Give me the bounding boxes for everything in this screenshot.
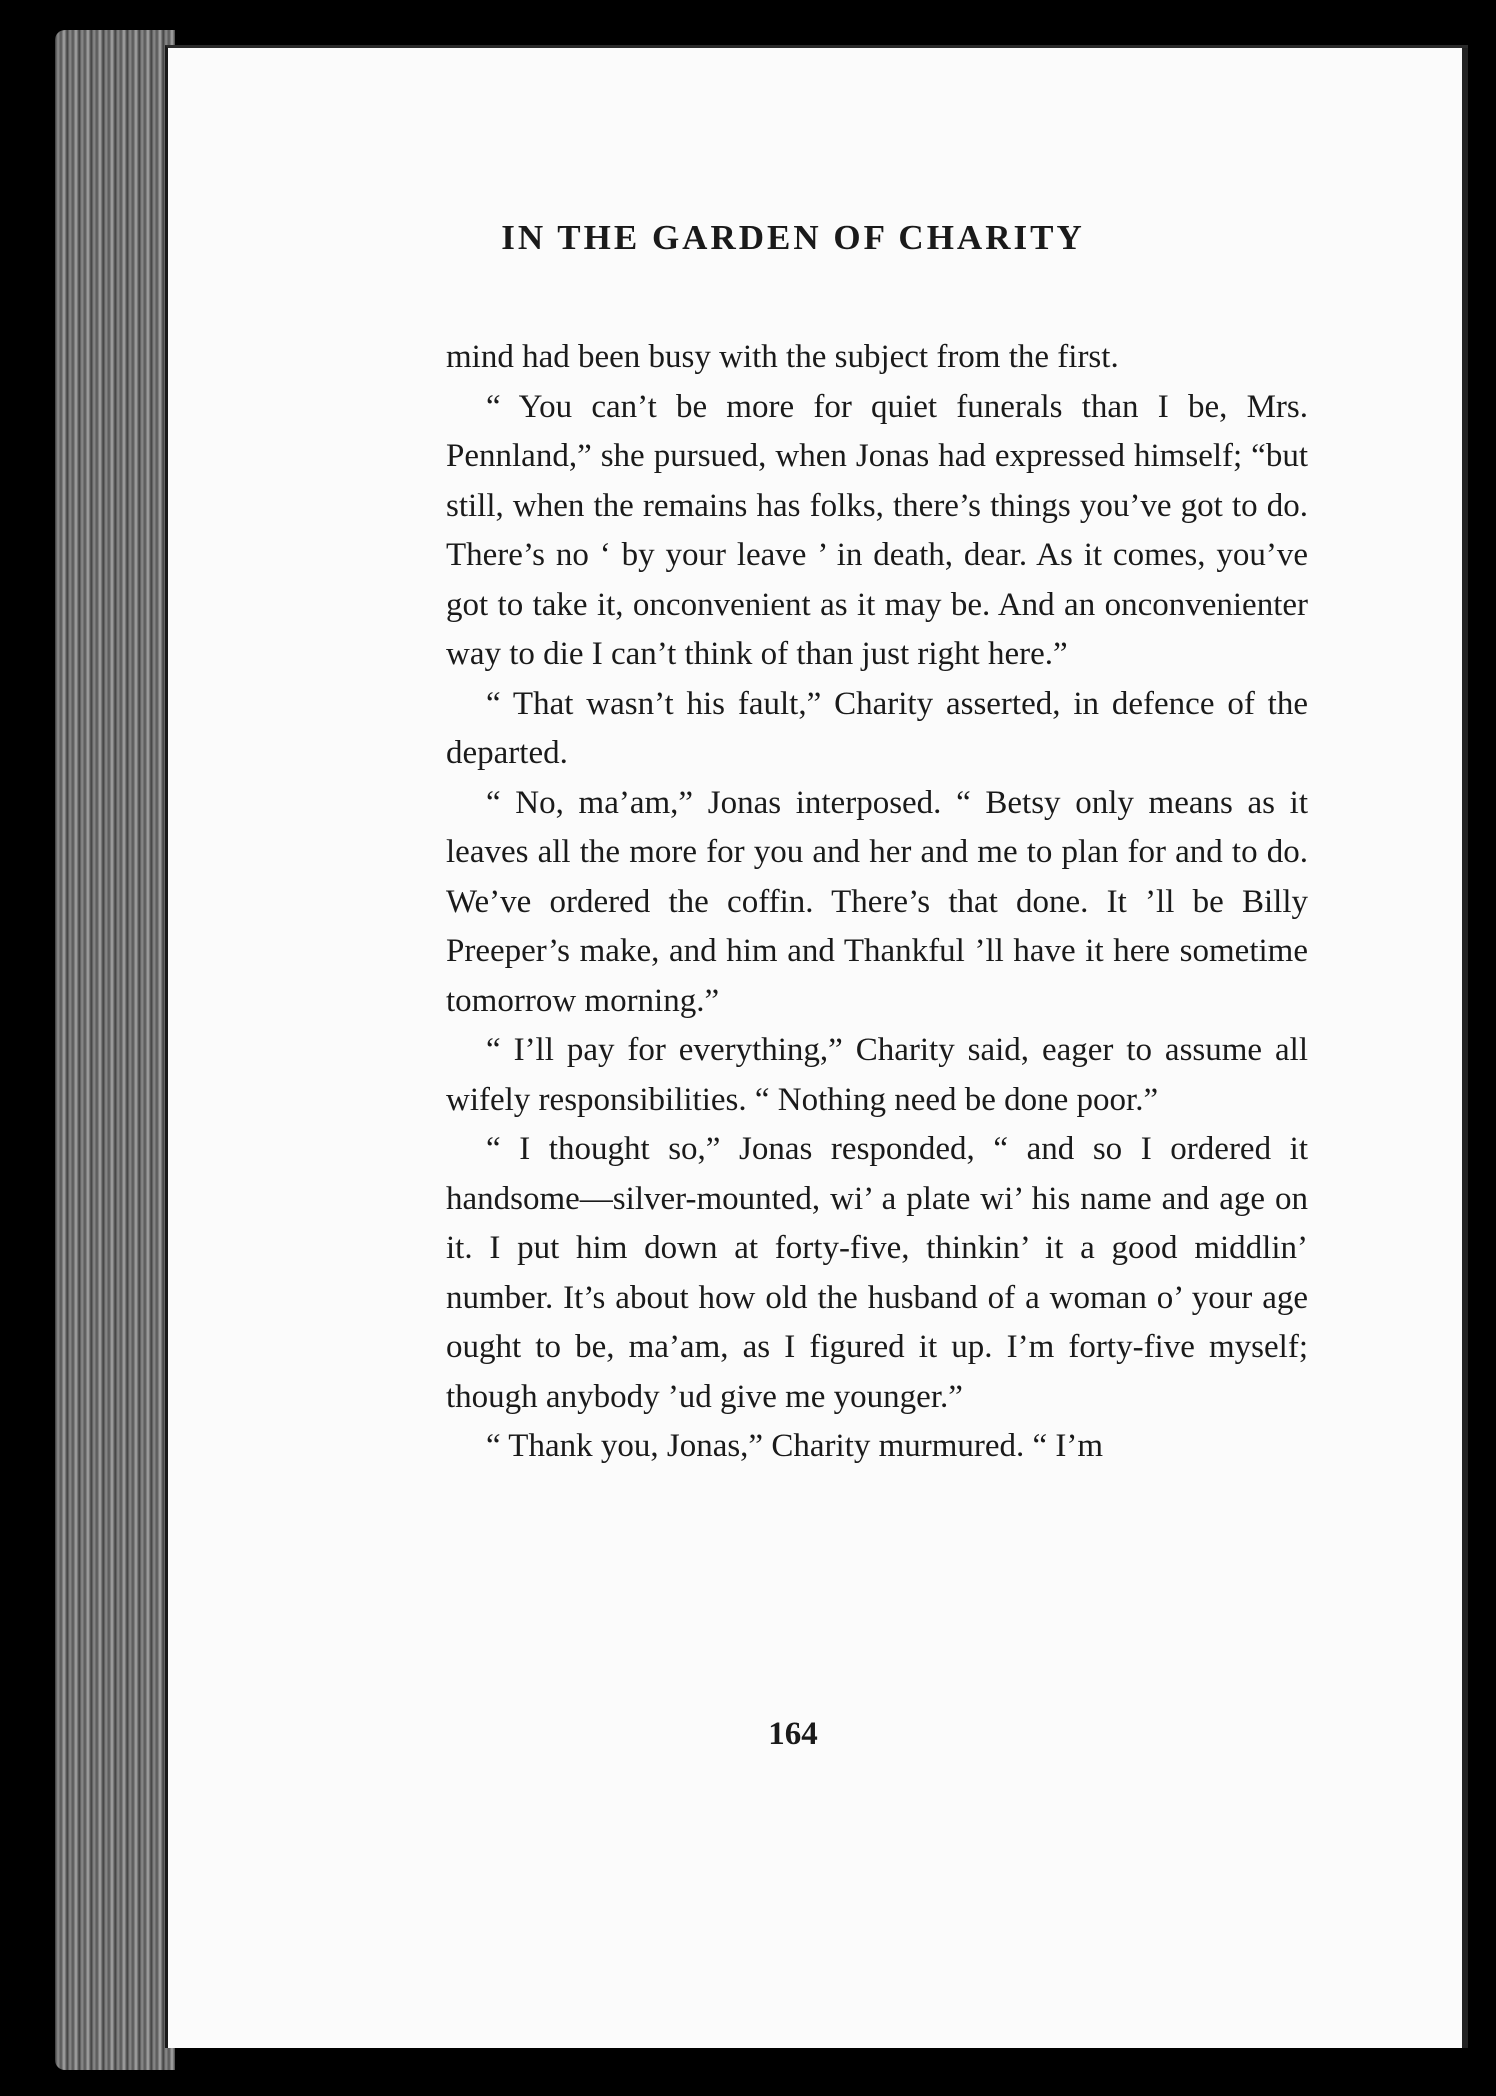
paragraph: “ No, ma’am,” Jonas interposed. “ Betsy only means as it leaves all the more for you and her and me to plan for and to do. We’ve ordered the coffin. There’s that done. It ’ll be Billy Preeper’s make, and him and Thankful ’ll have it here sometime tomorrow morning.” bbox=[446, 784, 1308, 1019]
paragraph: “ You can’t be more for quiet funerals than I be, Mrs. Pennland,” she pursued, when Jonas had expressed himself; “but still, when the remains has folks, there’s things you’ve got to do. There’s no ‘ by your leave ’ in death, dear. As it comes, you’ve got to take it, onconvenient as it may be. And an onconvenienter way to die I can’t think of than just right here.” bbox=[446, 388, 1308, 672]
paragraph: mind had been busy with the subject from the first. bbox=[446, 339, 1119, 375]
gutter-shadow bbox=[1462, 48, 1468, 2048]
running-head: IN THE GARDEN OF CHARITY bbox=[501, 218, 1085, 257]
paragraph: “ That wasn’t his fault,” Charity asserted, in defence of the departed. bbox=[446, 685, 1308, 771]
body-text bbox=[446, 333, 1308, 1472]
paragraph: “ Thank you, Jonas,” Charity murmured. “ I’m bbox=[486, 1428, 1104, 1464]
book-page-edges bbox=[55, 30, 175, 2070]
paragraph: “ I thought so,” Jonas responded, “ and so I ordered it handsome—silver-mounted, wi’ a plate wi’ his name and age on it. I put him down at forty-five, thinkin’ it a good middlin’ number. It’s about how old the husband of a woman o’ your age ought to be, ma’am, as I figured it up. I’m forty-five myself; though anybody ’ud give me younger.” bbox=[446, 1131, 1308, 1415]
book-page bbox=[165, 45, 1468, 2048]
paragraph: “ I’ll pay for everything,” Charity said, eager to assume all wifely responsibilities. “ Nothing need be done poor.” bbox=[446, 1032, 1308, 1118]
page-number: 164 bbox=[768, 1716, 818, 1752]
